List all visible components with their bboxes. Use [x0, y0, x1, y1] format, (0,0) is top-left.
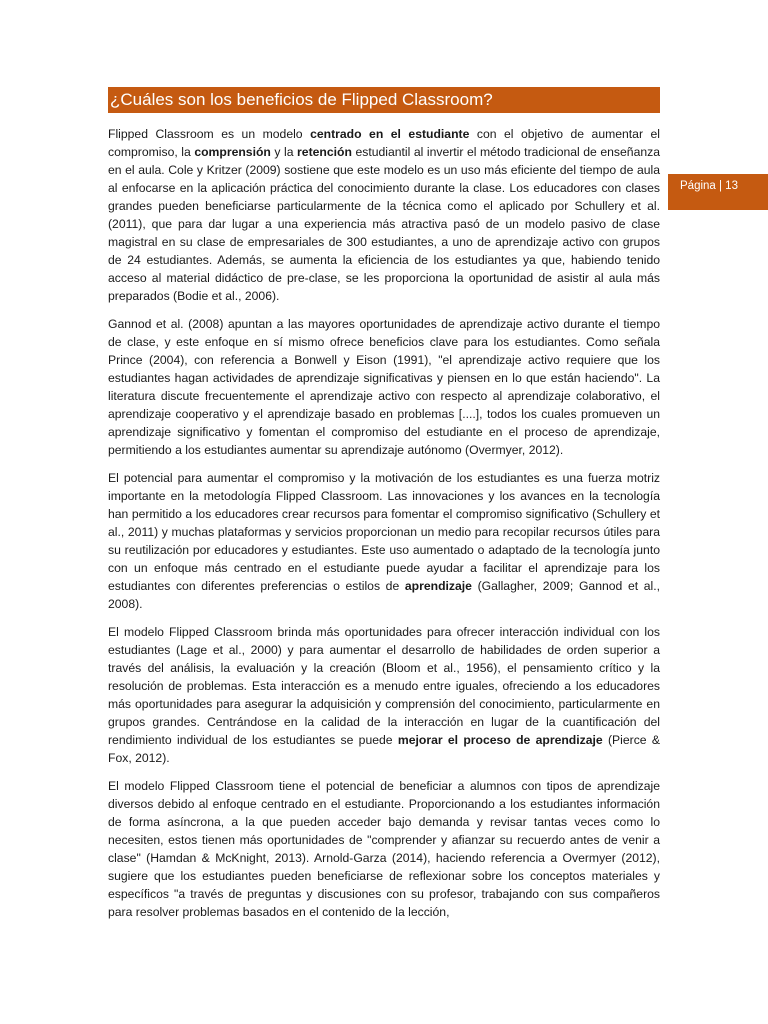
page-number-tab: Página | 13: [668, 174, 768, 210]
text-run: estudiantil al invertir el método tradicional de enseñanza en el aula. Cole y Kritzer (2009) sostiene que este modelo es un uso más eficiente del tiempo de aula al enfocarse en la aplicación práctica del conocimiento durante la clase. Los educadores con clases grandes pueden beneficiarse particularmente de la técnica como el aplicado por Schullery et al. (2011), que para dar lugar a una experiencia más atractiva pasó de un modelo pasivo de clase magistral en su clase de empresariales de 300 estudiantes, a uno de aprendizaje activo con grupos de 24 estudiantes. Además, se aumenta la eficiencia de los estudiantes ya que, habiendo tenido acceso al material didáctico de pre-clase, se les proporciona la oportunidad de asistir al aula más preparados (Bodie et al., 2006).: [108, 145, 660, 303]
text-run: El potencial para aumentar el compromiso y la motivación de los estudiantes es una fuerza motriz importante en la metodología Flipped Classroom. Las innovaciones y los avances en la tecnología han permitido a los educadores crear recursos para fomentar el compromiso significativo (Schullery et al., 2011) y muchas plataformas y servicios proporcionan un medio para recopilar recursos útiles para su reutilización por educadores y estudiantes. Este uso aumentado o adaptado de la tecnología junto con un enfoque más centrado en el estudiante puede ayudar a facilitar el aprendizaje para los estudiantes con diferentes preferencias o estilos de: [108, 471, 660, 593]
paragraph: [108, 315, 660, 459]
paragraph: [108, 777, 660, 921]
text-run: con el objetivo de aumentar el compromiso, la: [108, 127, 661, 159]
paragraph: [108, 125, 660, 305]
bold-text-run: comprensión: [194, 145, 271, 159]
text-run: (Pierce & Fox, 2012).: [108, 733, 660, 765]
text-run: (Gallagher, 2009; Gannod et al., 2008).: [108, 579, 660, 611]
paragraph: [108, 623, 660, 767]
bold-text-run: retención: [297, 145, 352, 159]
bold-text-run: mejorar el proceso de aprendizaje: [397, 733, 603, 747]
text-run: Flipped Classroom es un modelo: [108, 127, 311, 141]
text-run: El modelo Flipped Classroom brinda más oportunidades para ofrecer interacción individual con los estudiantes (Lage et al., 2000) y para aumentar el desarrollo de habilidades de orden superior a través del análisis, la evaluación y la creación (Bloom et al., 1956), el pensamiento crítico y la resolución de problemas. Esta interacción es a menudo entre iguales, ofreciendo a los educadores más oportunidades para asegurar la adquisición y comprensión del conocimiento, particularmente en grupos grandes. Centrándose en la calidad de la interacción en lugar de la cuantificación del rendimiento individual de los estudiantes se puede: [108, 625, 660, 747]
bold-text-run: centrado en el estudiante: [310, 127, 470, 141]
body-text: [108, 125, 660, 931]
section-heading: ¿Cuáles son los beneficios de Flipped Classroom?: [108, 87, 660, 113]
bold-text-run: aprendizaje: [404, 579, 472, 593]
text-run: Gannod et al. (2008) apuntan a las mayores oportunidades de aprendizaje activo durante el tiempo de clase, y este enfoque en sí mismo ofrece beneficios clave para los estudiantes. Como señala Prince (2004), con referencia a Bonwell y Eison (1991), "el aprendizaje activo requiere que los estudiantes hagan actividades de aprendizaje significativas y piensen en lo que están haciendo". La literatura discute frecuentemente el aprendizaje activo con respecto al aprendizaje colaborativo, el aprendizaje cooperativo y el aprendizaje basado en problemas [....], todos los cuales promueven un aprendizaje significativo y fomentan el compromiso del estudiante en el proceso de aprendizaje, permitiendo a los estudiantes aumentar su aprendizaje autónomo (Overmyer, 2012).: [108, 317, 660, 457]
paragraph: [108, 469, 660, 613]
text-run: y la: [270, 145, 298, 159]
text-run: El modelo Flipped Classroom tiene el potencial de beneficiar a alumnos con tipos de aprendizaje diversos debido al enfoque centrado en el estudiante. Proporcionando a los estudiantes información de forma asíncrona, a la que pueden acceder bajo demanda y revisar tantas veces como lo necesiten, estos tienen más oportunidades de "comprender y afianzar su recuerdo antes de venir a clase" (Hamdan & McKnight, 2013). Arnold-Garza (2014), haciendo referencia a Overmyer (2012), sugiere que los estudiantes pueden beneficiarse de reflexionar sobre los conceptos materiales y específicos "a través de preguntas y discusiones con su profesor, trabajando con sus compañeros para resolver problemas basados en el contenido de la lección,: [108, 779, 660, 919]
